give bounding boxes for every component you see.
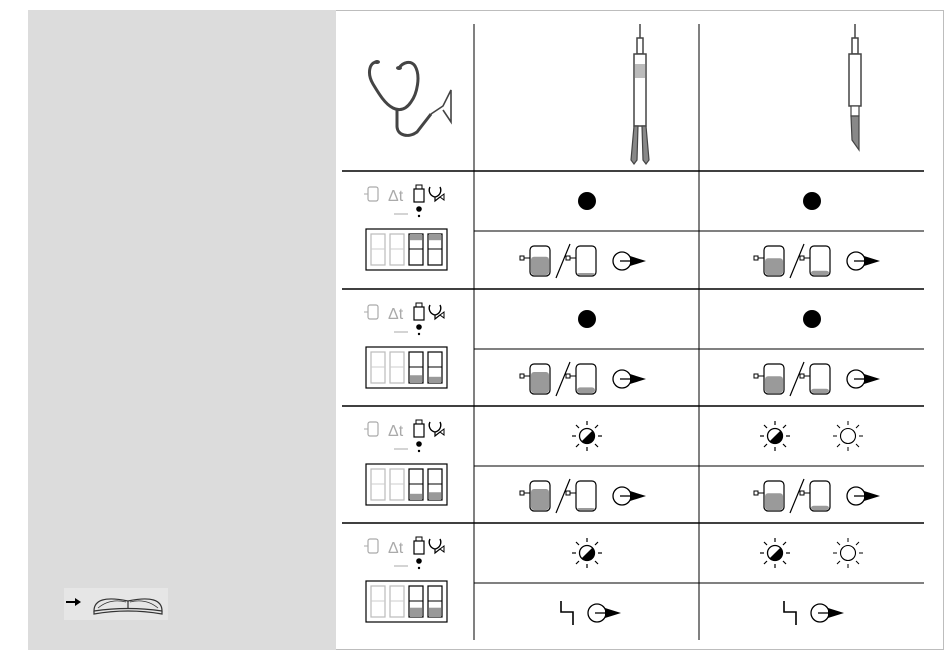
container-full-icon [754,246,784,276]
half-sun-icon [572,538,602,568]
status-icons [364,537,444,569]
container-empty-icon [800,246,830,276]
container-empty-icon [566,246,596,276]
delta-t-icon: Δt [388,188,404,205]
status-dot-blade [803,192,821,210]
container-empty-icon [566,481,596,511]
delta-t-icon: Δt [388,306,404,323]
pump-arrow-icon [588,604,621,622]
container-full-icon [520,481,550,511]
container-full-icon [754,481,784,511]
level-display [366,229,447,270]
stethoscope-icon [429,539,444,553]
level-display [366,464,447,505]
container-empty-icon [566,364,596,394]
pump-arrow-icon [613,487,646,505]
status-dot-tips [578,310,596,328]
container-full-icon [754,364,784,394]
level-display [366,581,447,622]
container-empty-icon [800,481,830,511]
lightning-icon [561,601,573,625]
half-sun-icon [760,538,790,568]
stethoscope-icon [429,305,444,319]
stethoscope-icon [429,187,444,201]
handpiece-tips-icon [631,24,649,164]
lightning-icon [784,601,796,625]
empty-sun-icon [833,421,863,451]
bottle-icon [414,185,424,217]
status-dot-tips [578,192,596,210]
delta-t-icon: Δt [388,423,404,440]
half-sun-icon [760,421,790,451]
level-display [366,347,447,388]
empty-sun-icon [833,538,863,568]
status-icons [364,420,444,452]
status-dot-blade [803,310,821,328]
handpiece-blade-icon [849,24,861,150]
status-icons [364,303,444,335]
pump-arrow-icon [847,252,880,270]
pump-arrow-icon [613,370,646,388]
bottle-icon [414,420,424,452]
status-icons [364,185,444,217]
battery-icon [368,187,378,201]
container-full-icon [520,364,550,394]
pump-arrow-icon [613,252,646,270]
half-sun-icon [572,421,602,451]
battery-icon [368,305,378,319]
pump-arrow-icon [811,604,844,622]
header-stethoscope-icon [370,60,451,135]
bottle-icon [414,303,424,335]
stethoscope-icon [429,422,444,436]
pump-arrow-icon [847,370,880,388]
container-full-icon [520,246,550,276]
battery-icon [368,422,378,436]
pump-arrow-icon [847,487,880,505]
container-empty-icon [800,364,830,394]
bottle-icon [414,537,424,569]
battery-icon [368,539,378,553]
delta-t-icon: Δt [388,540,404,557]
